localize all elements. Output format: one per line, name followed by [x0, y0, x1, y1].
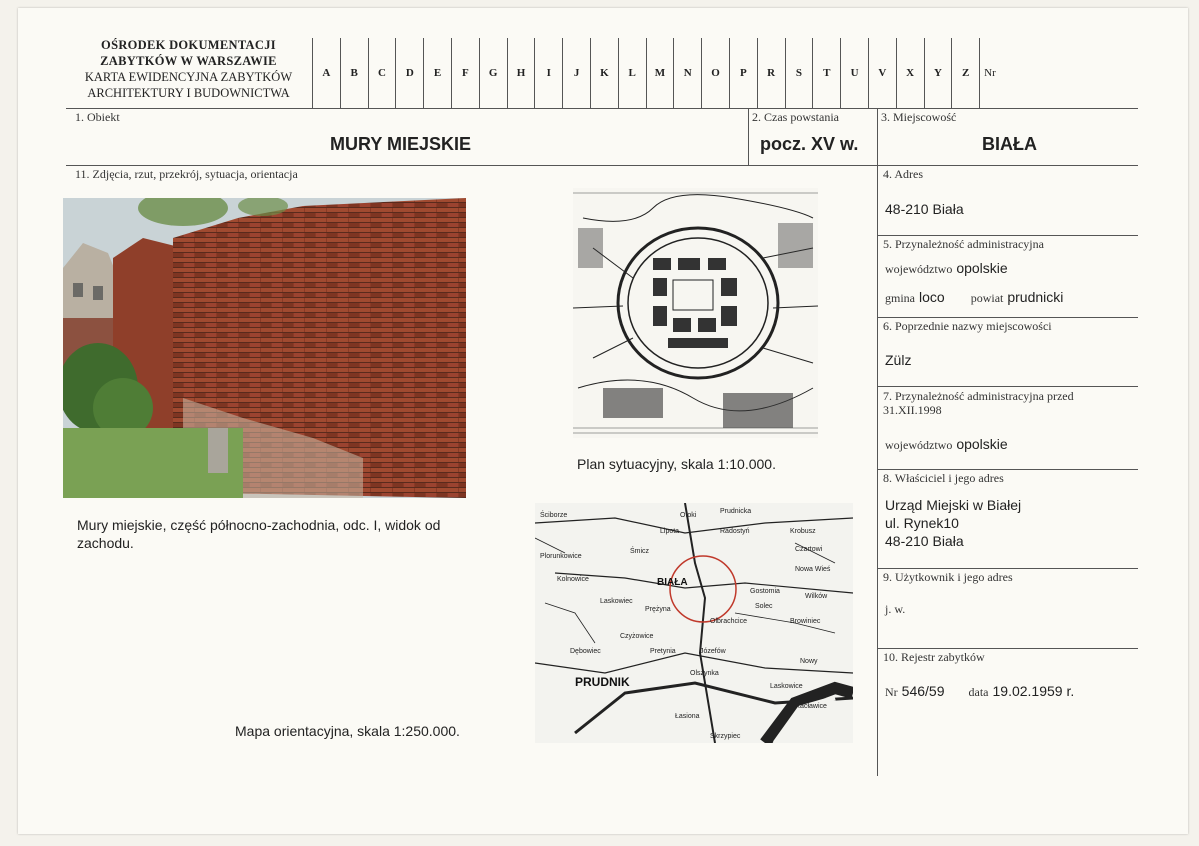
letter-cell: R	[757, 38, 785, 108]
orientation-map	[535, 503, 853, 743]
letter-cell: V	[868, 38, 896, 108]
czas-powstania-label: 2. Czas powstania	[752, 110, 839, 124]
svg-text:Browiniec: Browiniec	[790, 618, 821, 625]
letter-cell: O	[701, 38, 729, 108]
svg-text:Śmicz: Śmicz	[630, 548, 650, 555]
przed-wojewodztwo-prefix: województwo	[885, 438, 953, 452]
rejestr-nr-value: 546/59	[901, 683, 945, 699]
wojewodztwo-value: opolskie	[956, 260, 1008, 276]
map-label-prudnik: PRUDNIK	[575, 675, 630, 689]
letter-cell: Z	[951, 38, 979, 108]
rejestr-label: 10. Rejestr zabytków	[883, 650, 985, 664]
obiekt-value: MURY MIEJSKIE	[330, 134, 472, 154]
letter-cell: M	[646, 38, 674, 108]
letter-cell: J	[562, 38, 590, 108]
rejestr-row	[885, 683, 1074, 701]
przed-label-2: 31.XII.1998	[883, 403, 942, 417]
nr-cell: Nr	[979, 38, 1024, 108]
svg-text:Dębowiec: Dębowiec	[570, 648, 601, 655]
letter-cell: B	[340, 38, 368, 108]
letter-cell: E	[423, 38, 451, 108]
gmina-prefix: gmina	[885, 291, 915, 305]
situational-plan-map	[573, 188, 818, 438]
svg-text:Olszynka: Olszynka	[690, 670, 719, 677]
letter-cell: Y	[924, 38, 952, 108]
powiat-prefix: powiat	[970, 291, 1004, 305]
letter-cell: C	[368, 38, 396, 108]
svg-text:Laskowiec: Laskowiec	[600, 598, 633, 605]
wojewodztwo-row	[885, 260, 1008, 278]
letter-cell: F	[451, 38, 479, 108]
wlasciciel-address	[885, 496, 1021, 550]
letter-index-grid	[312, 38, 1024, 108]
letter-cell: X	[896, 38, 924, 108]
adres-value: 48-210 Biała	[885, 201, 964, 217]
wlasciciel-line-3: 48-210 Biała	[885, 533, 964, 549]
svg-text:Pretynia: Pretynia	[650, 648, 676, 655]
svg-text:Nowy: Nowy	[800, 658, 818, 665]
card-title-2: ARCHITEKTURY I BUDOWNICTWA	[87, 86, 290, 100]
map-label-biala: BIAŁA	[657, 577, 688, 588]
letter-cell: N	[673, 38, 701, 108]
card-title-1: KARTA EWIDENCYJNA ZABYTKÓW	[84, 70, 293, 84]
miejscowosc-label: 3. Miejscowość	[881, 110, 957, 124]
svg-text:Solec: Solec	[755, 603, 773, 610]
uzytkownik-value: j. w.	[885, 602, 906, 616]
powiat-value: prudnicki	[1007, 289, 1064, 305]
letter-cell: I	[534, 38, 562, 108]
letter-cell: L	[618, 38, 646, 108]
svg-text:Czartowi: Czartowi	[795, 546, 823, 553]
letter-cell: S	[785, 38, 813, 108]
gmina-value: loco	[919, 289, 945, 305]
svg-text:Lipota: Lipota	[660, 528, 680, 535]
svg-text:Józefów: Józefów	[700, 648, 726, 655]
letter-cell: A	[312, 38, 340, 108]
svg-text:Olbrachcice: Olbrachcice	[710, 618, 747, 625]
svg-text:Otoki: Otoki	[680, 512, 697, 519]
map-caption: Mapa orientacyjna, skala 1:250.000.	[235, 723, 460, 739]
uzytkownik-label: 9. Użytkownik i jego adres	[883, 570, 1013, 584]
przed-wojewodztwo-row	[885, 436, 1008, 454]
svg-text:Kolnowice: Kolnowice	[557, 576, 589, 583]
letter-cell: G	[479, 38, 507, 108]
poprzednie-nazwy-value: Zülz	[885, 352, 912, 368]
czas-powstania-value: pocz. XV w.	[760, 134, 859, 154]
wlasciciel-line-1: Urząd Miejski w Białej	[885, 497, 1022, 513]
adres-label: 4. Adres	[883, 167, 923, 181]
wojewodztwo-prefix: województwo	[885, 262, 953, 276]
rejestr-nr-prefix: Nr	[885, 685, 898, 699]
zdjecia-label: 11. Zdjęcia, rzut, przekrój, sytuacja, orientacja	[75, 167, 298, 181]
letter-cell: P	[729, 38, 757, 108]
wall-photo	[63, 198, 466, 498]
przed-wojewodztwo-value: opolskie	[956, 436, 1008, 452]
svg-text:Nowa Wieś: Nowa Wieś	[795, 566, 831, 573]
letter-cell: H	[507, 38, 535, 108]
gmina-powiat-row	[885, 289, 1063, 307]
svg-text:Wilków: Wilków	[805, 593, 828, 600]
svg-text:Czyżowice: Czyżowice	[620, 633, 654, 640]
svg-text:Plorunkowice: Plorunkowice	[540, 553, 582, 560]
svg-text:Prudnicka: Prudnicka	[720, 508, 752, 515]
rejestr-data-prefix: data	[968, 685, 989, 699]
letter-cell: D	[395, 38, 423, 108]
institution-name-2: ZABYTKÓW W WARSZAWIE	[100, 54, 277, 68]
wlasciciel-label: 8. Właściciel i jego adres	[883, 471, 1004, 485]
poprzednie-nazwy-label: 6. Poprzednie nazwy miejscowości	[883, 319, 1052, 333]
letter-cell: U	[840, 38, 868, 108]
institution-header	[66, 37, 311, 101]
svg-text:Racławice: Racławice	[795, 703, 827, 710]
svg-text:Skrzypiec: Skrzypiec	[710, 733, 741, 740]
przynaleznosc-przed-label	[883, 389, 1074, 417]
institution-name-1: OŚRODEK DOKUMENTACJI	[101, 38, 276, 52]
svg-text:Laskowice: Laskowice	[770, 683, 803, 690]
wlasciciel-line-2: ul. Rynek10	[885, 515, 959, 531]
rejestr-data-value: 19.02.1959 r.	[992, 683, 1075, 699]
photo-caption: Mury miejskie, część północno-zachodnia, odc. I, widok od zachodu.	[77, 517, 441, 551]
przed-label-1: 7. Przynależność administracyjna przed	[883, 389, 1074, 403]
plan-caption: Plan sytuacyjny, skala 1:10.000.	[577, 456, 776, 472]
svg-text:Łasiona: Łasiona	[675, 713, 700, 720]
letter-cell: T	[812, 38, 840, 108]
obiekt-label: 1. Obiekt	[75, 110, 120, 124]
svg-text:Prężyna: Prężyna	[645, 606, 671, 613]
svg-text:Radostyń: Radostyń	[720, 528, 750, 535]
svg-text:Gostomia: Gostomia	[750, 588, 780, 595]
miejscowosc-value: BIAŁA	[982, 134, 1037, 154]
svg-text:Krobusz: Krobusz	[790, 528, 816, 535]
svg-text:Ściborze: Ściborze	[540, 512, 568, 519]
przynaleznosc-label: 5. Przynależność administracyjna	[883, 237, 1044, 251]
letter-cell: K	[590, 38, 618, 108]
